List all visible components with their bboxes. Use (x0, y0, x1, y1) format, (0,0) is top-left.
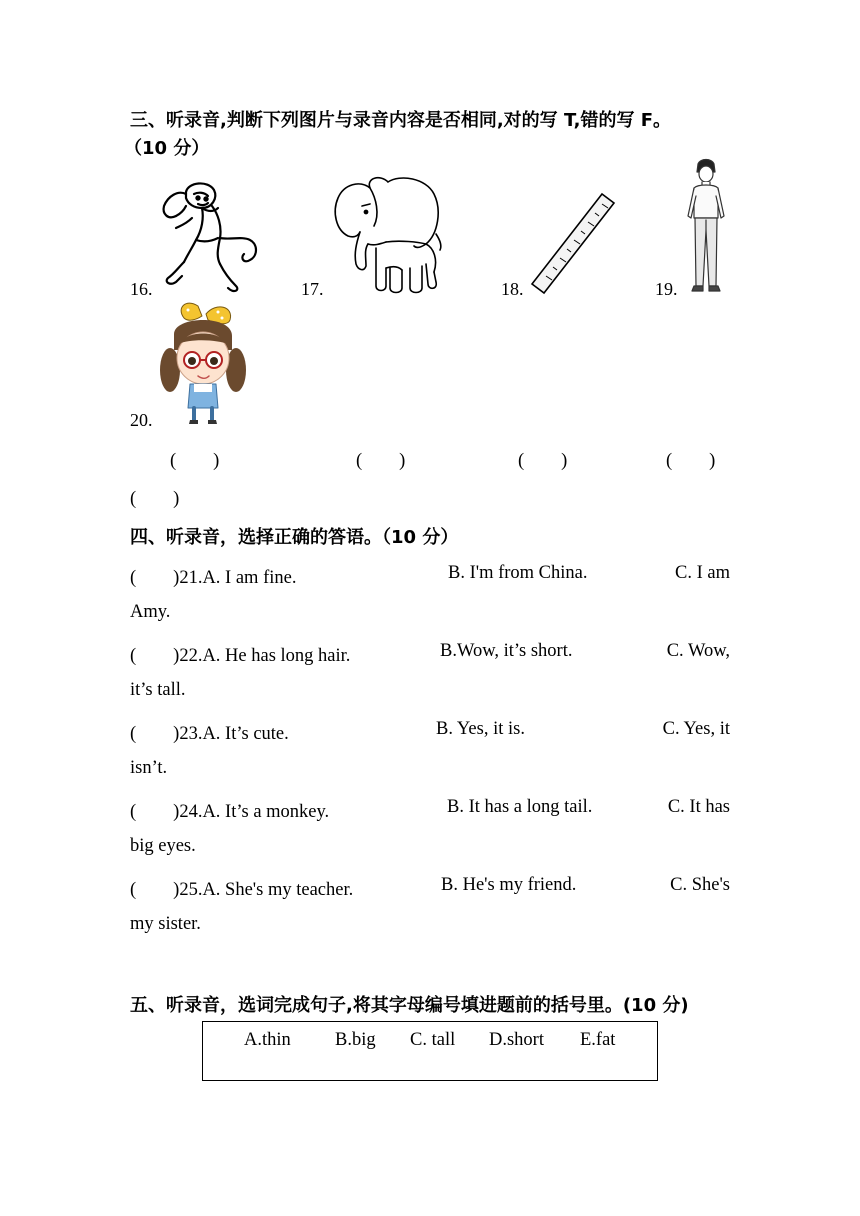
word-option-e: E.fat (580, 1030, 616, 1050)
question-22-option-b: B.Wow, it’s short. (440, 641, 573, 661)
item-19-number: 19. (655, 279, 678, 299)
question-23-stem: ( )23.A. It’s cute. (130, 724, 289, 744)
section4-heading: 四、听录音，选择正确的答语。（10 分） (130, 527, 459, 548)
question-21-option-c: C. I am (675, 563, 730, 583)
answer-blank-17[interactable]: ( ) (356, 451, 406, 471)
question-22-option-c: C. Wow, (666, 641, 730, 661)
answer-blank-20[interactable]: ( ) (130, 489, 180, 509)
question-24-option-b: B. It has a long tail. (447, 797, 593, 817)
question-24-option-c: C. It has (667, 797, 730, 817)
word-option-b: B.big (335, 1030, 376, 1050)
girl-with-glasses-icon (158, 300, 248, 428)
question-23-option-c-cont: isn’t. (130, 758, 168, 778)
word-option-d: D.short (489, 1030, 544, 1050)
item-16-number: 16. (130, 279, 153, 299)
tall-man-icon (684, 158, 728, 294)
answer-blank-18[interactable]: ( ) (518, 451, 568, 471)
question-24-option-c-cont: big eyes. (130, 836, 196, 856)
question-25-option-c-cont: my sister. (130, 914, 201, 934)
section3-heading-line1: 三、听录音,判断下列图片与录音内容是否相同,对的写 T,错的写 F。 (130, 110, 672, 131)
word-option-a: A.thin (244, 1030, 291, 1050)
question-23-option-c: C. Yes, it (662, 719, 730, 739)
question-22-stem: ( )22.A. He has long hair. (130, 646, 351, 666)
monkey-icon (158, 178, 262, 296)
question-22-option-c-cont: it’s tall. (130, 680, 186, 700)
question-25-stem: ( )25.A. She's my teacher. (130, 880, 354, 900)
question-21-stem: ( )21.A. I am fine. (130, 568, 297, 588)
answer-blank-19[interactable]: ( ) (666, 451, 716, 471)
ruler-icon (528, 190, 618, 296)
item-18-number: 18. (501, 279, 524, 299)
question-25-option-b: B. He's my friend. (441, 875, 577, 895)
section5-heading: 五、听录音，选词完成句子,将其字母编号填进题前的括号里。(10 分) (130, 995, 689, 1016)
question-25-option-c: C. She's (670, 875, 730, 895)
answer-blank-16[interactable]: ( ) (170, 451, 220, 471)
question-21-option-c-cont: Amy. (130, 602, 171, 622)
question-24-stem: ( )24.A. It’s a monkey. (130, 802, 330, 822)
elephant-icon (330, 174, 444, 296)
question-21-option-b: B. I'm from China. (448, 563, 588, 583)
word-option-c: C. tall (410, 1030, 456, 1050)
item-17-number: 17. (301, 279, 324, 299)
item-20-number: 20. (130, 410, 153, 430)
section3-heading-line2: （10 分） (124, 138, 210, 159)
question-23-option-b: B. Yes, it is. (436, 719, 525, 739)
